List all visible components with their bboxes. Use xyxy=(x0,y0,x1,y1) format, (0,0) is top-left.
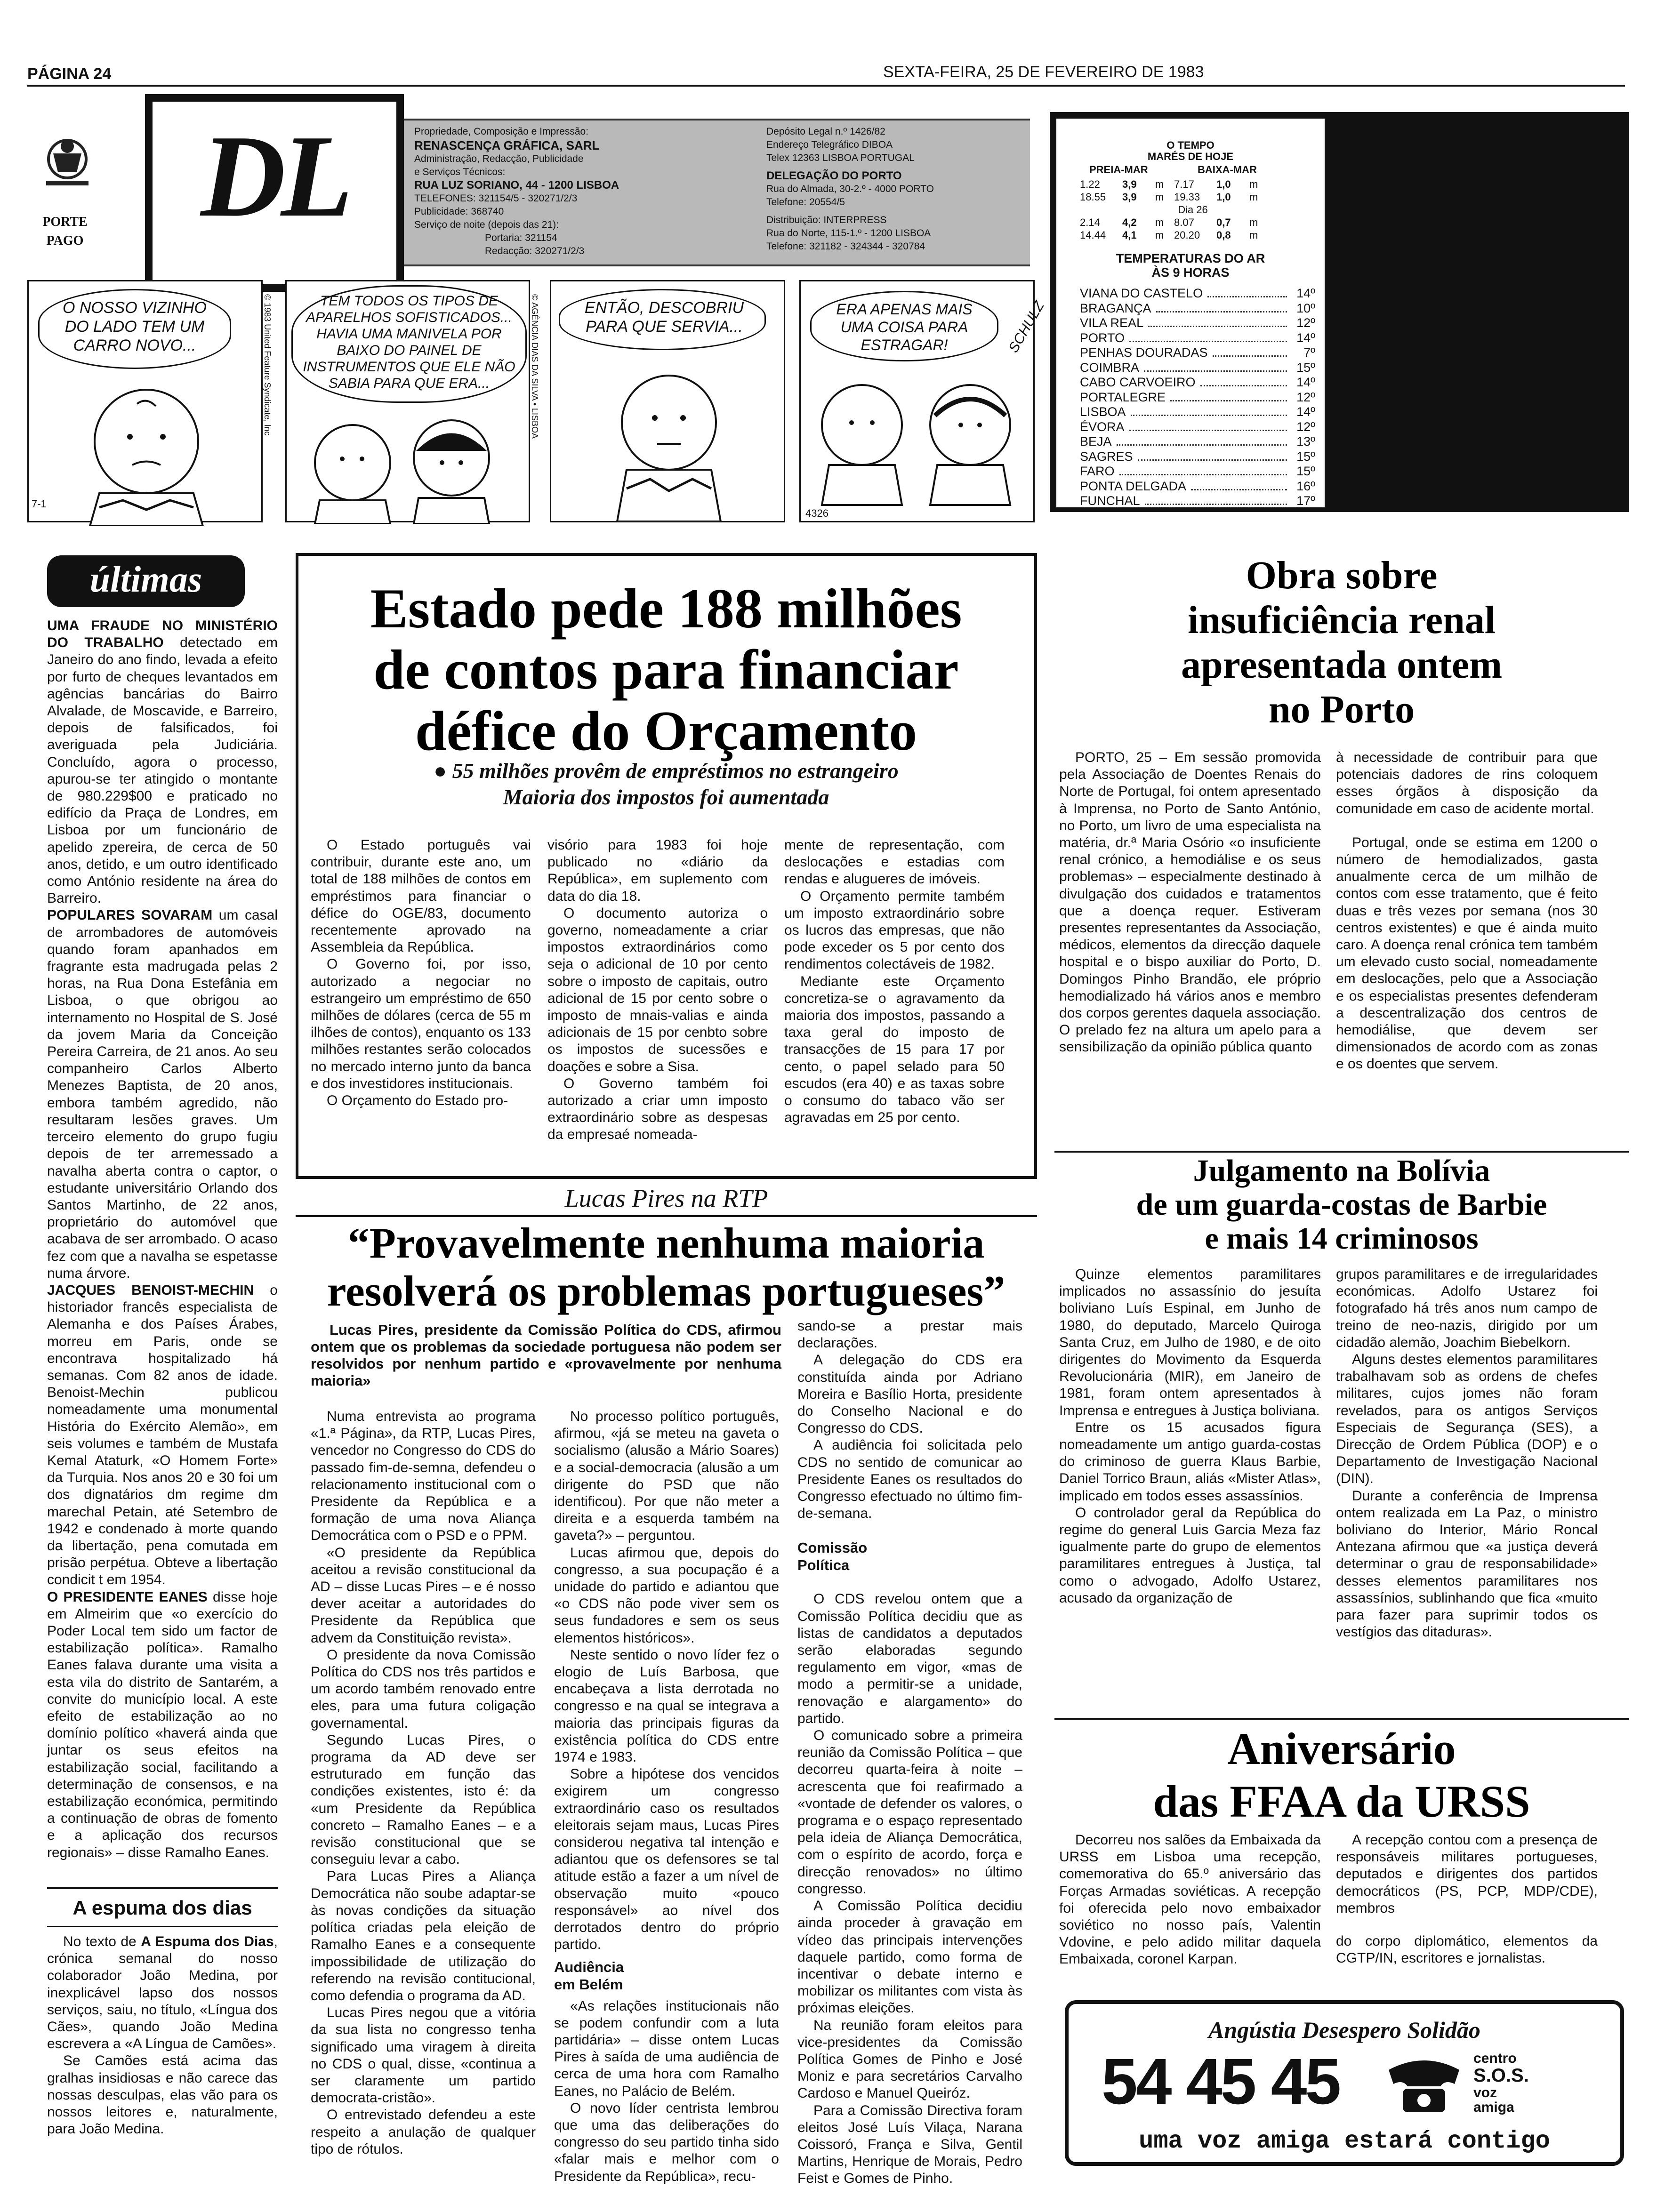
charlie-brown-and-girl-figures xyxy=(287,406,531,524)
header-rule xyxy=(27,85,1625,87)
telephone-icon xyxy=(1384,2051,1464,2117)
ad-org-line: voz xyxy=(1473,2085,1497,2100)
paragraph: Sobre a hipótese dos vencidos exigirem um congresso extraordinário caso os resultados eleitorais sejam maus, Lucas Pires considerou negativa tal intenção e adiantou que os defensores se tal atitude estão a fazer a um nível de observação muito «pouco responsável» ao nível dos derrotados dentro do próprio partido. xyxy=(554,1766,779,1953)
news-text: detectado em Janeiro do ano findo, levada a efeito por furto de cheques levantados em agências bancárias do Bairro Alvalade, de Moscavide, e Barreiro, depois de falsificados, foi averiguada pela Judiciária. Concluído, agora o processo, apurou-se ter atingido o montante de 980.229$00 e praticado no edifício da Praça de Londres, em Lisboa por um funcionário de apelido zpereira, de cerca de 50 anos, detido, e um outro identificado como António residente na área do Barreiro. xyxy=(47,635,278,906)
city-temp: 12º xyxy=(1296,419,1315,434)
tide-cell: 20.20 xyxy=(1174,229,1200,241)
paragraph: PORTO, 25 – Em sessão promovida pela Associação de Doentes Renais do Norte de Portugal, foi ontem apresentado à Imprensa, no Porto de Santo António, no Porto, um livro de uma especialista na matéria, dr.ª Maria Osório «o insuficiente renal crónico, a hemodiálise e os seus problemas» – especialmente destinado à divulgação dos cuidados e tratamentos que a doença requer. Estiveram presentes representantes da Associação, médicos, elementos da direcção daquele hospital e o bispo auxiliar do Porto, D. Domingos Pinho Brandão, ele próprio hemodializado há vários anos e membro dos corpos gerentes daquela associação. O prelado fez na altura um apelo para a sensibilização da opinião pública quanto xyxy=(1059,750,1321,1055)
tide-cell: 1,0 xyxy=(1216,191,1231,203)
city-temp: 14º xyxy=(1296,375,1315,389)
headline-line: no Porto xyxy=(1268,688,1415,731)
estado-headline xyxy=(301,578,1031,761)
paragraph: Neste sentido o novo líder fez o elogio de Luís Barbosa, que encabeçava a lista derrotada no congresso e na qual se integrava a maioria das principais figuras da existência política do CDS entre 1974 e 1983. xyxy=(554,1647,779,1765)
paragraph: Segundo Lucas Pires, o programa da AD deve ser estruturado em função das condições existentes, isto é: da «um Presidente da República concreto – Ramalho Eanes – e a revisão constitucional que se conseguiu levar a cabo. xyxy=(311,1732,536,1867)
tide-cell: m xyxy=(1155,229,1164,241)
city-row xyxy=(1080,375,1315,390)
city-temp: 17º xyxy=(1296,494,1315,508)
tide-cell: 4,1 xyxy=(1122,229,1137,241)
obra-col1 xyxy=(1059,749,1321,1056)
paragraph: Mediante este Orçamento concretiza-se o agravamento da maioria dos impostos, passando a taxa geral do imposto de transacções de 15 para 17 por cento, o papel selado para 50 escudos (era 40) e as taxas sobre o consumo do tabaco vão ser agravadas em 25 por cento. xyxy=(784,973,1005,1126)
masthead-line: Administração, Redacção, Publicidade xyxy=(414,153,584,164)
masthead-line: Distribuição: INTERPRESS xyxy=(766,215,887,225)
lucas-col2 xyxy=(554,1408,779,2185)
city-name: PENHAS DOURADAS xyxy=(1080,345,1208,360)
city-row xyxy=(1080,390,1315,405)
city-name: BEJA xyxy=(1080,434,1112,449)
espuma-text xyxy=(47,1933,278,2138)
headline-line: apresentada ontem xyxy=(1181,643,1503,687)
city-name: PONTA DELGADA xyxy=(1080,479,1187,493)
masthead-line: Telefone: 20554/5 xyxy=(766,197,845,208)
comic-text: ERA APENAS MAIS UMA COISA PARA ESTRAGAR! xyxy=(836,301,973,353)
ad-phone: 54 45 45 xyxy=(1102,2045,1340,2118)
obra-rule xyxy=(1054,1151,1629,1153)
tide-cell: m xyxy=(1155,216,1164,228)
paragraph: Numa entrevista ao programa «1.ª Página», da RTP, Lucas Pires, vencedor no Congresso do CDS do passado fim-de-semna, defendeu o relacionamento institucional com o Presidente da República e a formação de uma nova Aliança Democrática com o PSD e o PPM. xyxy=(311,1409,536,1544)
masthead-line: Serviço de noite (depois das 21): xyxy=(414,219,559,230)
comic-code: 7-1 xyxy=(32,498,47,510)
paragraph: O novo líder centrista lembrou que uma das deliberações do congresso do seu partido tinha sido «falar mais e melhor com o Presidente da República», recu- xyxy=(554,2100,779,2184)
ad-org-line: centro xyxy=(1473,2051,1517,2066)
tide-cell: m xyxy=(1249,229,1258,241)
city-name: COIMBRA xyxy=(1080,360,1140,375)
news-lead: JACQUES BENOIST-MECHIN xyxy=(47,1282,254,1298)
city-temp: 10º xyxy=(1296,301,1315,315)
urss-col1 xyxy=(1059,1832,1321,1968)
paragraph: Na reunião foram eleitos para vice-presidentes da Comissão Política Gomes de Pinho e José Moniz e para secretários Carvalho Cardoso e Manuel Queiróz. xyxy=(797,2017,1022,2101)
tide-cell: m xyxy=(1249,178,1258,190)
masthead-line: e Serviços Técnicos: xyxy=(414,167,506,177)
paragraph: A recepção contou com a presença de responsáveis militares portugueses, deputados e dirigentes dos partidos democráticos (PS, PCP, MDP/CDE), membros xyxy=(1336,1832,1598,1916)
leader-dots xyxy=(1119,474,1287,475)
tides-title: MARÉS DE HOJE xyxy=(1147,151,1234,162)
masthead-info-col2 xyxy=(766,125,1021,253)
paragraph: O controlador geral da República do regime do general Luis Garcia Meza faz igualmente parte do grupo de elementos paramilitares entregues à Justiça, tal como o advogado, Adolfo Ustarez, acusado da organização de xyxy=(1059,1505,1321,1606)
city-row xyxy=(1080,420,1315,435)
ultimas-column xyxy=(47,617,278,1861)
masthead-info-box xyxy=(404,119,1030,266)
paragraph: O Governo foi, por isso, autorizado a negociar no estrangeiro um empréstimo de 650 milhões de dólares (cerca de 55 m ilhões de contos), enquanto os 133 milhões restantes serão colocados no mercado interno junto da banca e dos investidores institucionais. xyxy=(311,956,531,1091)
espuma-text-d: Se Camões está acima das gralhas insidiosas e não carece das nossas desculpas, elas vão para os nossos leitores e, naturalmente, para João Medina. xyxy=(47,2053,278,2137)
pago-label: PAGO xyxy=(46,233,84,248)
city-row xyxy=(1080,479,1315,494)
logo: DL xyxy=(201,111,348,241)
news-text: um casal de arrombadores de automóveis quando foram apanhados em fragrante esta madrugada pelas 2 horas, na Rua Dona Estefânia em Lisboa, o que obrigou ao internamento no Hospital de S. José da jovem Maria da Conceição Pereira Carreira, de 21 anos. Ao seu companheiro Carlos Alberto Menezes Baptista, de 20 anos, embora também agredido, não resultaram lesões graves. Um terceiro elemento do grupo fugiu depois de ter arremessado a navalha aberta contra o captor, o estudante universitário Orlando dos Santos Martinho, de 22 anos, proprietário do automóvel que acabava de ser arrombado. O acaso fez com que a navalha se espetasse numa árvore. xyxy=(47,907,278,1281)
headline-line: de contos para financiar xyxy=(373,638,959,701)
city-name: LISBOA xyxy=(1080,405,1126,419)
ultimas-label: últimas xyxy=(89,559,202,600)
leader-dots xyxy=(1138,459,1287,461)
ad-line3: uma voz amiga estará contigo xyxy=(1139,2127,1550,2155)
leader-dots xyxy=(1156,311,1287,313)
masthead-line: Portaria: 321154 xyxy=(485,232,557,243)
obra-col2 xyxy=(1336,749,1598,1073)
paragraph: à necessidade de contribuir para que potenciais dadores de rins coloquem esses órgãos à disposição da comunidade em caso de acidente mortal. xyxy=(1336,750,1598,817)
paragraph: visório para 1983 foi hoje publicado no «diário da República», em suplemento com data do dia 18. xyxy=(547,837,768,904)
city-row xyxy=(1080,286,1315,301)
city-name: SAGRES xyxy=(1080,449,1133,464)
tide-cell: 18.55 xyxy=(1080,191,1106,203)
tide-cell: 3,9 xyxy=(1122,178,1137,190)
city-row xyxy=(1080,434,1315,449)
paragraph: O presidente da nova Comissão Política do CDS nos três partidos e um acordo também renovado entre eles, para uma futura coligação governamental. xyxy=(311,1647,536,1731)
news-text: o historiador francês especialista de Alemanha e dos Países Árabes, morreu em Paris, onde se encontrava hospitalizado há semanas. Com 82 anos de idade. Benoist-Mechin publicou nomeadamente uma monumental História do Exército Alemão», em seis volumes e também de Mustafa Kemal Ataturk, «O Homem Forte» da Turquia. Nos anos 20 e 30 foi um dos dignatários dm regime dm marechal Petain, até Setembro de 1942 e condenado à morte quando da libertação, pena comutada em prisão perpétua. Obteve a libertação condicit t em 1954. xyxy=(47,1282,278,1588)
paragraph: O CDS revelou ontem que a Comissão Política decidiu que as listas de candidatos a deputados serão elaboradas segundo regulamento em vigor, «mas de modo a permitir-se a unidade, renovação e alargamento» do partido. xyxy=(797,1591,1022,1726)
city-temp: 14º xyxy=(1296,286,1315,300)
bolivia-col2 xyxy=(1336,1266,1598,1641)
ad-org-line: S.O.S. xyxy=(1473,2065,1529,2086)
subheading xyxy=(554,1958,779,1993)
headline-line: e mais 14 criminosos xyxy=(1205,1221,1479,1256)
news-lead: UMA FRAUDE NO MINISTÉRIO DO TRABALHO xyxy=(47,618,278,651)
city-temp: 14º xyxy=(1296,405,1315,419)
city-temp: 15º xyxy=(1296,464,1315,478)
tide-cell: 1.22 xyxy=(1080,178,1100,190)
espuma-text-a: No texto de xyxy=(63,1934,141,1949)
tide-cell: m xyxy=(1249,191,1258,203)
tide-cell: 8.07 xyxy=(1174,216,1194,228)
espuma-rule xyxy=(47,1926,278,1927)
tide-day: Dia 26 xyxy=(1178,204,1208,216)
tides-table xyxy=(1080,178,1306,241)
urss-headline xyxy=(1054,1723,1629,1828)
city-name: VIANA DO CASTELO xyxy=(1080,286,1203,300)
tide-cell: 0,8 xyxy=(1216,229,1231,241)
headline-line: Julgamento na Bolívia xyxy=(1193,1154,1490,1188)
city-name: PORTO xyxy=(1080,330,1125,345)
estado-subheads xyxy=(301,758,1031,810)
paragraph: Lucas afirmou que, depois do congresso, a sua pocupação é a unidade do partido e adiantou que «o CDS não pode viver sem os seus fundadores e sem os seus elementos históricos». xyxy=(554,1545,779,1646)
paragraph: Durante a conferência de Imprensa ontem realizada em La Paz, o ministro boliviano do Interior, Mário Roncal Antezana afirmou que «a justiça deverá determinar o grau de responsabilidade» desses elementos paramilitares nos assassínios, sublinhando que fica «muito para fazer para suprimir todos os vestígios das ditaduras». xyxy=(1336,1488,1598,1640)
page-number: PÁGINA 24 xyxy=(27,65,112,83)
ultimas-rule xyxy=(47,1887,278,1889)
page-date: SEXTA-FEIRA, 25 DE FEVEREIRO DE 1983 xyxy=(883,63,1204,81)
city-row xyxy=(1080,316,1315,331)
temps-table xyxy=(1080,286,1315,509)
subheading-line: Audiência xyxy=(554,1958,624,1975)
paragraph: Para Lucas Pires a Aliança Democrática não soube adaptar-se às novas condições da situação política criadas pela eleição de Ramalho Eanes e a consequente impossibilidade de utilização do referendo na revisão contitucional, como defendia o programa da AD. xyxy=(311,1868,536,2004)
city-temp: 15º xyxy=(1296,360,1315,375)
sos-ad xyxy=(1065,2000,1624,2166)
leader-dots xyxy=(1207,296,1287,297)
tide-cell: m xyxy=(1249,216,1258,228)
paragraph: O Governo também foi autorizado a criar umn imposto extraordinário sobre as despesas da empresaé nomeada- xyxy=(547,1075,768,1143)
masthead-line: TELEFONES: 321154/5 - 320271/2/3 xyxy=(414,193,578,204)
paragraph: A audiência foi solicitada pelo CDS no sentido de comunicar ao Presidente Eanes os resultados do Congresso efectuado no último fim-de-semana. xyxy=(797,1437,1022,1522)
city-temp: 12º xyxy=(1296,390,1315,404)
ultimas-badge xyxy=(47,555,245,607)
comic-text: ENTÃO, DESCOBRIU PARA QUE SERVIA... xyxy=(584,299,744,336)
paragraph: «As relações institucionais não se podem confundir com a luta partidária» – disse ontem Lucas Pires à saída de uma audiência de cerca de uma hora com Ramalho Eanes, no Palácio de Belém. xyxy=(554,1998,779,2099)
masthead-line: Rua do Almada, 30-2.º - 4000 PORTO xyxy=(766,184,934,194)
masthead-line: Redacção: 320271/2/3 xyxy=(485,246,585,256)
paragraph: A Comissão Política decidiu ainda proceder à gravação em vídeo das principais intervenções daquele partido, como forma de incentivar o debate interno e mobilizar os militantes com vista às próximas eleições. xyxy=(797,1898,1022,2016)
leader-dots xyxy=(1213,355,1287,357)
bolivia-rule xyxy=(1054,1718,1629,1720)
leader-dots xyxy=(1129,341,1287,342)
city-temp: 13º xyxy=(1296,434,1315,449)
city-temp: 7º xyxy=(1303,345,1315,360)
masthead-line: Telex 12363 LISBOA PORTUGAL xyxy=(766,152,915,163)
masthead-line: Rua do Norte, 115-1.º - 1200 LISBOA xyxy=(766,228,931,239)
city-name: ÉVORA xyxy=(1080,419,1125,434)
comic-code: 4326 xyxy=(805,507,828,519)
comic-strip xyxy=(27,280,1047,525)
leader-dots xyxy=(1131,415,1287,416)
porte-label: PORTE xyxy=(42,215,88,229)
subheading-line: Política xyxy=(797,1557,850,1574)
tide-cell: 2.14 xyxy=(1080,216,1100,228)
lucas-kicker: Lucas Pires na RTP xyxy=(564,1184,768,1212)
estado-col2 xyxy=(547,837,768,1144)
city-row xyxy=(1080,301,1315,316)
estado-col3 xyxy=(784,837,1005,1126)
city-row xyxy=(1080,405,1315,420)
espuma-text-c: , crónica semanal do nosso colaborador João Medina, por inexplicável lapso dos nossos serviços, saiu, no título, «Língua dos Cães», quando João Medina escrevera a «A Língua de Camões». xyxy=(47,1934,278,2052)
bolivia-headline xyxy=(1054,1154,1629,1256)
city-row xyxy=(1080,361,1315,376)
leader-dots xyxy=(1144,370,1287,372)
city-row xyxy=(1080,494,1315,509)
leader-dots xyxy=(1145,504,1287,505)
paragraph: O Orçamento permite também um imposto extraordinário sobre os lucros das empresas, que não pode exceder os 5 por cento dos rendimentos colectáveis de 1982. xyxy=(784,888,1005,972)
temps-subtitle: ÀS 9 HORAS xyxy=(1151,265,1230,280)
lucas-col1 xyxy=(311,1408,536,2158)
paragraph: A delegação do CDS era constituída ainda por Adriano Moreira e Basílio Horta, presidente do Conselho Nacional e do Congresso do CDS. xyxy=(797,1352,1022,1436)
espuma-text-b: A Espuma dos Dias xyxy=(141,1934,274,1949)
weather-title: O TEMPO xyxy=(1166,139,1215,151)
headline-line: Aniversário xyxy=(1227,1723,1456,1774)
bullet-icon: ● xyxy=(434,759,447,783)
obra-headline xyxy=(1054,553,1629,732)
city-temp: 12º xyxy=(1296,316,1315,330)
paragraph: Entre os 15 acusados figura nomeadamente um antigo guarda-costas do criminoso de guerra Klaus Barbie, Daniel Torrico Braun, aliás «Mister Atlas», implicado em todos esses assassínios. xyxy=(1059,1419,1321,1504)
subhead-line xyxy=(301,758,1031,784)
paragraph: grupos paramilitares e de irregularidades económicas. Adolfo Ustarez foi fotografado há três anos num campo de treino de neo-nazis, dirigido por um cidadão alemão, Joachim Biebelkorn. xyxy=(1336,1266,1598,1350)
masthead xyxy=(27,113,1030,273)
paragraph: Lucas Pires negou que a vitória da sua lista no congresso tenha significado uma viragem à direita no CDS o qual, disse, «continua a ser claramente um partido democrata-cristão». xyxy=(311,2005,536,2106)
masthead-line: RUA LUZ SORIANO, 44 - 1200 LISBOA xyxy=(414,179,619,192)
weather-panel xyxy=(1056,119,1325,507)
ad-line1: Angústia Desespero Solidão xyxy=(1208,2017,1480,2043)
news-lead: O PRESIDENTE EANES xyxy=(47,1589,208,1605)
tide-cell: m xyxy=(1155,191,1164,203)
city-temp: 16º xyxy=(1296,479,1315,493)
comic-panel xyxy=(550,280,785,522)
news-lead: POPULARES SOVARAM xyxy=(47,907,213,923)
city-temp: 14º xyxy=(1296,330,1315,345)
paragraph: O Estado português vai contribuir, durante este ano, um total de 188 milhões de contos em empréstimos para financiar o défice do OGE/83, documento recentemente aprovado na Assembleia da República. xyxy=(311,837,531,955)
paragraph: Alguns destes elementos paramilitares trabalhavam sob as ordens de chefes militares, cujos jomes não foram revelados, para os antigos Serviços Especiais de Segurança (SES), a Direcção de Ordem Pública (DOP) e o Departamento de Investigação Nacional (DIN). xyxy=(1336,1352,1598,1487)
leader-dots xyxy=(1200,385,1287,386)
paragraph: «O presidente da República aceitou a revisão constitucional da AD – disse Lucas Pires – e é nosso dever aceitar a autoridades do Presidente da República que advem da Constituição revista». xyxy=(311,1545,536,1646)
logo-frame xyxy=(145,94,404,292)
paragraph: Para a Comissão Directiva foram eleitos José Luís Vilaça, Narana Coissoró, França e Silva, Gentil Martins, Henrique de Morais, Pedro Feist e Gomes de Pinho. xyxy=(797,2102,1022,2187)
comic-copyright: © 1983 United Feature Syndicate, Inc xyxy=(263,294,272,436)
lucas-col3 xyxy=(797,1318,1022,2188)
headline-line: insuficiência renal xyxy=(1187,598,1496,642)
comic-panel xyxy=(27,280,263,522)
ad-org-line: amiga xyxy=(1473,2100,1514,2115)
lucas-kicker-rule xyxy=(296,1215,1037,1217)
charlie-brown-figure xyxy=(551,352,787,521)
tide-cell: 4,2 xyxy=(1122,216,1137,228)
charlie-brown-figure xyxy=(29,371,264,526)
leader-dots xyxy=(1129,430,1287,431)
tide-header: PREIA-MAR xyxy=(1089,164,1148,176)
paragraph: O documento autoriza o governo, nomeadamente a criar impostos extraordinários como seja o adicional de 10 por cento sobre o imposto de capitais, outro adicional de 15 por cento sobre o imposto de mnais-valias e ainda adicionais de 15 por cenbto sobre os impostos de sucessões e doações e sobre a Sisa. xyxy=(547,905,768,1074)
tide-cell: 7.17 xyxy=(1174,178,1194,190)
porte-pago-stamp xyxy=(27,120,107,262)
tide-cell: 14.44 xyxy=(1080,229,1106,241)
subhead-1: 55 milhões provêm de empréstimos no estrangeiro xyxy=(452,759,899,783)
headline-line: défice do Orçamento xyxy=(415,699,917,762)
subheading-line: em Belém xyxy=(554,1976,623,1993)
subheading-line: Comissão xyxy=(797,1539,868,1556)
comic-panel xyxy=(799,280,1047,522)
paragraph: Portugal, onde se estima em 1200 o número de hemodializados, gasta anualmente cerca de um milhão de contos com esse tratamento, que é feito duas e três vezes por semana (nos 30 centros existentes) e que é ainda muito caro. A doença renal crónica tem também um elevado custo social, nomeadamente em deslocações, pelo que a Associação e os especialistas presentes defenderam a descentralização dos centros de hemodiálise, que devem ser dimensionados de acordo com as zonas e os doentes que servem. xyxy=(1336,834,1598,1072)
masthead-line: RENASCENÇA GRÁFICA, SARL xyxy=(414,138,600,152)
bolivia-col1 xyxy=(1059,1266,1321,1607)
leader-dots xyxy=(1117,444,1287,446)
masthead-line: Endereço Telegráfico DIBOA xyxy=(766,139,893,150)
tide-cell: 3,9 xyxy=(1122,191,1137,203)
headline-line: resolverá os problemas portugueses” xyxy=(327,1267,1005,1315)
headline-line: Obra sobre xyxy=(1246,553,1438,597)
headline-line: “Provavelmente nenhuma maioria xyxy=(347,1219,985,1267)
tide-row xyxy=(1080,178,1306,191)
city-name: VILA REAL xyxy=(1080,316,1144,330)
crest-icon xyxy=(32,130,103,196)
comic-text: O NOSSO VIZINHO DO LADO TEM UM CARRO NOVO... xyxy=(62,299,207,354)
city-name: FUNCHAL xyxy=(1080,494,1140,508)
masthead-line: Telefone: 321182 - 324344 - 320784 xyxy=(766,241,925,252)
tide-cell: m xyxy=(1155,178,1164,190)
charlie-brown-and-friend-figures xyxy=(801,369,1036,524)
paragraph: No processo político português, afirmou, «já se meteu na gaveta o socialismo (alusão a Mário Soares) e a social-democracia (alusão a um dirigente do PSD que não identificou). Por que não meter a direita e a esquerda também na gaveta?» – perguntou. xyxy=(554,1409,779,1544)
tide-cell: 0,7 xyxy=(1216,216,1231,228)
paragraph: sando-se a prestar mais declarações. xyxy=(797,1318,1022,1351)
news-text: disse hoje em Almeirim que «o exercício do Poder Local tem sido um factor de estabilização política». Ramalho Eanes falava durante uma visita a esta vila do distrito de Santarém, a convite do município local. A este efeito de estabilização ao no domínio político «haverá ainda que juntar os seus efeitos na estabilização social, facilitando a determinação de consensos, e na estabilização económica, permitindo a continuação de obras de fomento e a aplicação dos recursos regionais» – disse Ramalho Eanes. xyxy=(47,1589,278,1860)
estado-col1 xyxy=(311,837,531,1109)
temps-title: TEMPERATURAS DO AR xyxy=(1116,251,1265,265)
urss-col2 xyxy=(1336,1832,1598,1967)
weather-box xyxy=(1050,112,1629,512)
city-name: CABO CARVOEIRO xyxy=(1080,375,1196,389)
tide-header: BAIXA-MAR xyxy=(1198,164,1257,176)
city-row xyxy=(1080,331,1315,346)
city-name: BRAGANÇA xyxy=(1080,301,1151,315)
city-row xyxy=(1080,464,1315,479)
tide-row xyxy=(1080,229,1306,241)
city-name: FARO xyxy=(1080,464,1115,478)
paragraph: Decorreu nos salões da Embaixada da URSS em Lisboa uma recepção, comemorativa do 65.º aniversário das Forças Armadas soviéticas. A recepção foi oferecida pelo novo embaixador soviético no nosso país, Valentin Vdovine, e pelo adido militar daquela Embaixada, coronel Karpan. xyxy=(1059,1832,1321,1967)
headline-line: das FFAA da URSS xyxy=(1153,1776,1530,1827)
headline-line: de um guarda-costas de Barbie xyxy=(1136,1187,1547,1222)
subheading xyxy=(797,1539,1022,1574)
paragraph: O comunicado sobre a primeira reunião da Comissão Política – que decorreu quarta-feira à noite – acrescenta que foi reafirmado a «vontade de defender os valores, o programa e o espaço representado pela ideia de Aliança Democrática, com o espírito de acordo, força e direcção renovados» no último congresso. xyxy=(797,1728,1022,1897)
masthead-line: Depósito Legal n.º 1426/82 xyxy=(766,126,885,137)
lucas-lead: Lucas Pires, presidente da Comissão Política do CDS, afirmou ontem que os problemas da sociedade portuguesa não podem ser resolvidos por nenhum partido e «provavelmente por nenhuma maioria» xyxy=(311,1322,781,1389)
masthead-line: Publicidade: 368740 xyxy=(414,206,504,217)
city-name: PORTALEGRE xyxy=(1080,390,1166,404)
masthead-line: Propriedade, Composição e Impressão: xyxy=(414,126,589,137)
comic-text: TEM TODOS OS TIPOS DE APARELHOS SOFISTICADOS... HAVIA UMA MANIVELA POR BAIXO DO PAINEL DE INSTRUMENTOS QUE ELE NÃO SABIA PARA QUE ERA... xyxy=(303,293,515,391)
comic-signature: SCHULZ xyxy=(1005,298,1047,355)
city-temp: 15º xyxy=(1296,449,1315,464)
paragraph: Quinze elementos paramilitares implicados no assassínio do jesuíta boliviano Luís Espinal, em Junho de 1980, do deputado, Marcelo Quiroga Santa Cruz, em Julho de 1980, e de oito dirigentes do Movimento da Esquerda Revolucionária (MIR), em Janeiro de 1981, foram ontem apresentados à Imprensa e entregues à Justiça boliviana. xyxy=(1059,1266,1321,1419)
headline-line: Estado pede 188 milhões xyxy=(370,577,962,640)
comic-agency: © AGÊNCIA DIAS DA SILVA • LISBOA xyxy=(530,294,539,439)
paragraph: do corpo diplomático, elementos da CGTP/IN, escritores e jornalistas. xyxy=(1336,1933,1598,1966)
masthead-line: DELEGAÇÃO DO PORTO xyxy=(766,169,902,182)
tide-row xyxy=(1080,216,1306,229)
leader-dots xyxy=(1191,489,1287,490)
subhead-2: Maioria dos impostos foi aumentada xyxy=(503,785,829,809)
city-row xyxy=(1080,345,1315,361)
paragraph: O entrevistado defendeu a este respeito a anulação de qualquer tipo de rótulos. xyxy=(311,2107,536,2157)
leader-dots xyxy=(1170,400,1287,401)
espuma-title: A espuma dos dias xyxy=(72,1897,252,1919)
lucas-headline xyxy=(292,1219,1040,1315)
tide-cell: 19.33 xyxy=(1174,191,1200,203)
masthead-info-col1 xyxy=(414,125,697,258)
city-row xyxy=(1080,449,1315,465)
ad-org xyxy=(1473,2051,1529,2115)
leader-dots xyxy=(1148,326,1287,327)
paragraph: O Orçamento do Estado pro- xyxy=(327,1093,508,1109)
tide-row xyxy=(1080,191,1306,203)
paragraph: mente de representação, com deslocações e estadias com rendas e aluguеres de imóveis. xyxy=(784,837,1005,887)
comic-panel xyxy=(285,280,530,522)
tide-cell: 1,0 xyxy=(1216,178,1231,190)
